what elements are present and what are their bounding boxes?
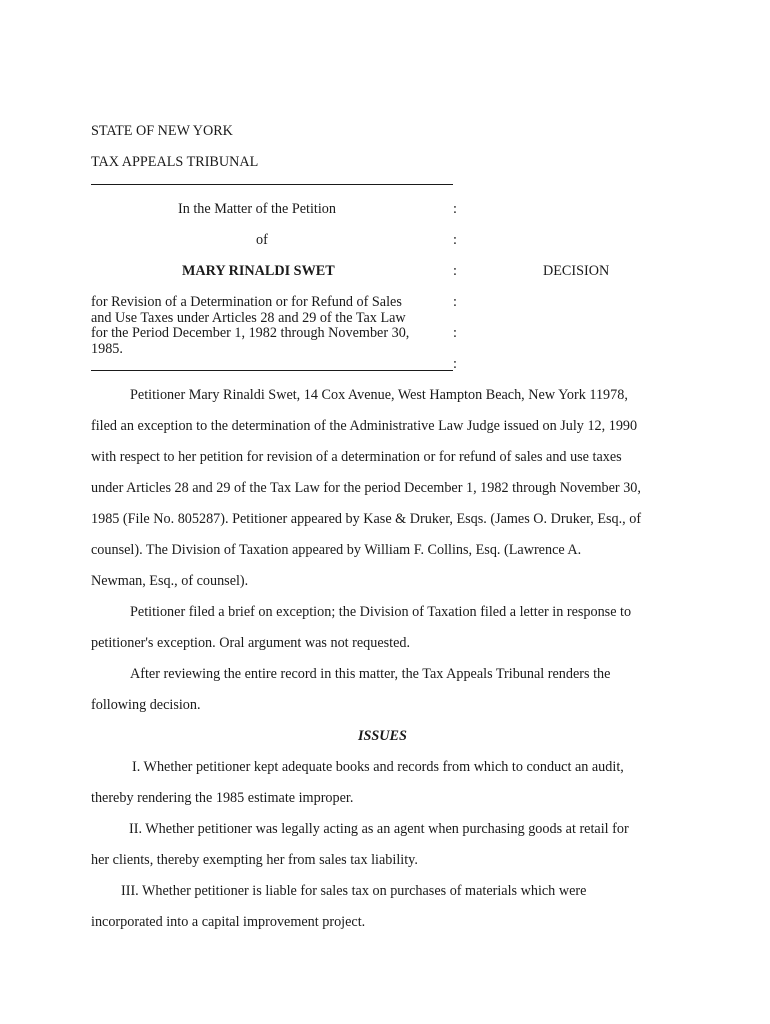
matter-line: In the Matter of the Petition <box>178 201 336 217</box>
issues-heading: ISSUES <box>358 728 407 744</box>
body-line: Petitioner Mary Rinaldi Swet, 14 Cox Avenue, West Hampton Beach, New York 11978, <box>130 387 628 403</box>
of-line: of <box>256 232 268 248</box>
body-line: under Articles 28 and 29 of the Tax Law for the period December 1, 1982 through November 30, <box>91 480 641 496</box>
purpose-line: for Revision of a Determination or for Refund of Sales <box>91 294 402 310</box>
caption-colon: : <box>453 325 457 341</box>
body-line: petitioner's exception. Oral argument was not requested. <box>91 635 411 651</box>
issue-line: II. Whether petitioner was legally acting as an agent when purchasing goods at retail for <box>129 821 629 837</box>
decision-label: DECISION <box>543 263 610 279</box>
issue-line: thereby rendering the 1985 estimate improper. <box>91 790 354 806</box>
purpose-line: 1985. <box>91 341 123 357</box>
caption-colon: : <box>453 201 457 217</box>
body-line: with respect to her petition for revision of a determination or for refund of sales and use taxes <box>91 449 622 465</box>
issue-line: I. Whether petitioner kept adequate books and records from which to conduct an audit, <box>132 759 624 775</box>
purpose-line: for the Period December 1, 1982 through November 30, <box>91 325 410 341</box>
body-line: counsel). The Division of Taxation appeared by William F. Collins, Esq. (Lawrence A. <box>91 542 582 558</box>
caption-colon: : <box>453 294 457 310</box>
caption-top-rule <box>91 184 453 185</box>
body-line: After reviewing the entire record in this matter, the Tax Appeals Tribunal renders the <box>130 666 611 682</box>
tribunal-heading: TAX APPEALS TRIBUNAL <box>91 154 259 170</box>
purpose-line: and Use Taxes under Articles 28 and 29 of the Tax Law <box>91 310 406 326</box>
caption-colon: : <box>453 232 457 248</box>
issue-line: incorporated into a capital improvement project. <box>91 914 366 930</box>
body-line: filed an exception to the determination of the Administrative Law Judge issued on July 12, 1990 <box>91 418 638 434</box>
caption-colon: : <box>453 263 457 279</box>
body-line: Newman, Esq., of counsel). <box>91 573 249 589</box>
petitioner-name: MARY RINALDI SWET <box>182 263 335 279</box>
issue-line: her clients, thereby exempting her from sales tax liability. <box>91 852 418 868</box>
body-line: 1985 (File No. 805287). Petitioner appeared by Kase & Druker, Esqs. (James O. Druker, Esq., of <box>91 511 642 527</box>
body-line: following decision. <box>91 697 201 713</box>
state-heading: STATE OF NEW YORK <box>91 123 233 139</box>
caption-colon: : <box>453 356 457 372</box>
issue-line: III. Whether petitioner is liable for sales tax on purchases of materials which were <box>121 883 587 899</box>
caption-bottom-rule <box>91 370 453 371</box>
body-line: Petitioner filed a brief on exception; the Division of Taxation filed a letter in response to <box>130 604 632 620</box>
